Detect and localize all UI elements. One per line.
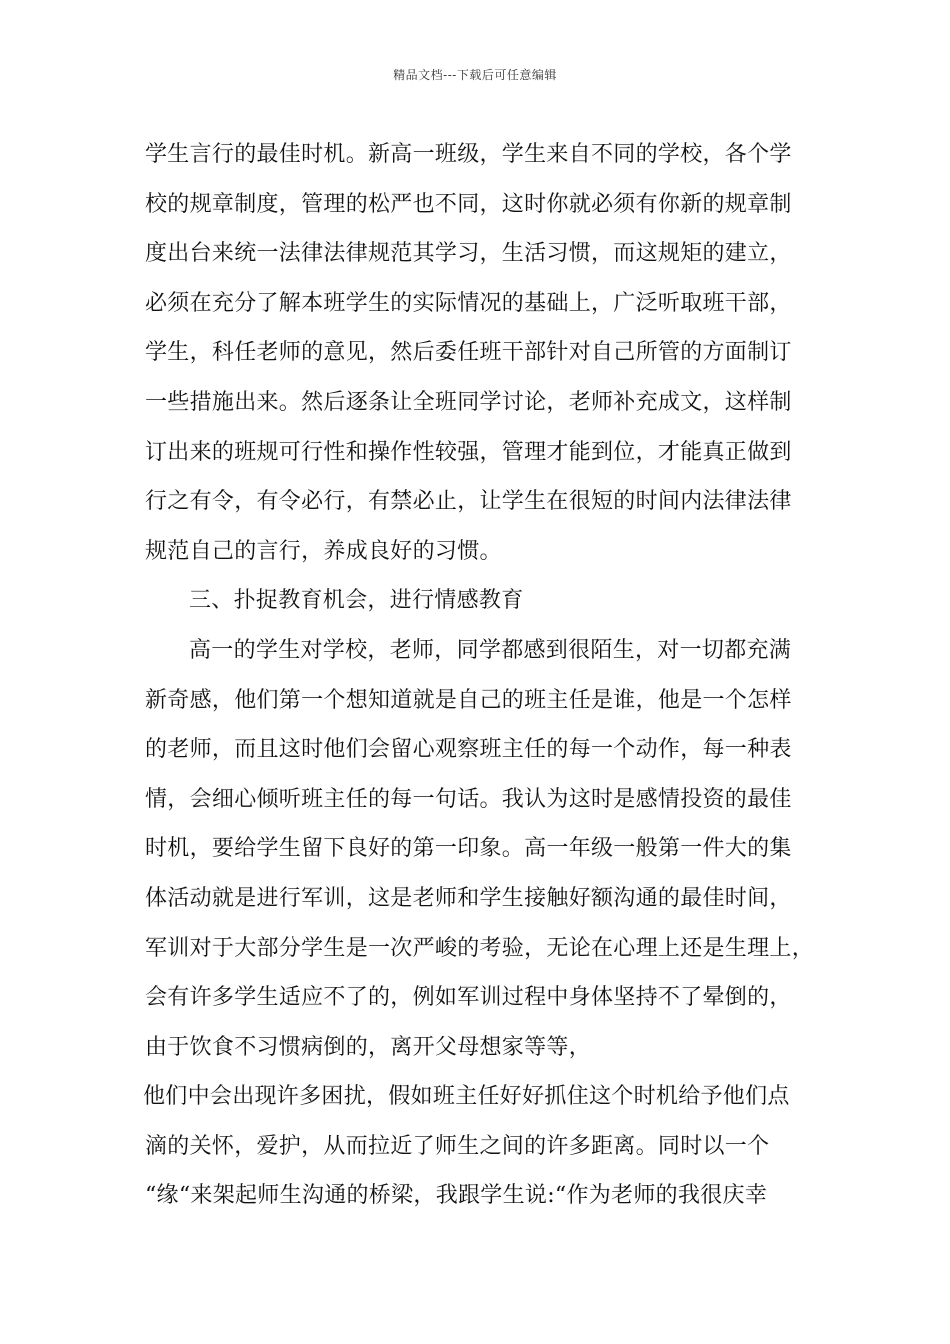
text-line: 新奇感，他们第一个想知道就是自己的班主任是谁，他是一个怎样 [145,687,792,713]
text-line: 校的规章制度，管理的松严也不同，这时你就必须有你新的规章制 [145,191,792,217]
page-header: 精品文档---下载后可任意编辑 [393,68,557,82]
text-line: 的老师，而且这时他们会留心观察班主任的每一个动作，每一种表 [145,737,792,763]
text-line: 情，会细心倾听班主任的每一句话。我认为这时是感情投资的最佳 [145,786,792,812]
text-line: 会有许多学生适应不了的，例如军训过程中身体坚持不了晕倒的， [145,985,792,1011]
text-line: 军训对于大部分学生是一次严峻的考验，无论在心理上还是生理上， [145,935,815,961]
text-line: 一些措施出来。然后逐条让全班同学讨论，老师补充成文，这样制 [145,389,792,415]
text-line: 时机，要给学生留下良好的第一印象。高一年级一般第一件大的集 [145,836,792,862]
section-heading: 三、扑捉教育机会，进行情感教育 [189,588,524,614]
text-line: 行之有令，有令必行，有禁必止，让学生在很短的时间内法律法律 [145,489,792,515]
text-line: 规范自己的言行，养成良好的习惯。 [145,538,502,564]
text-line: 滴的关怀，爱护，从而拉近了师生之间的许多距离。同时以一个 [145,1133,770,1159]
text-line: 体活动就是进行军训，这是老师和学生接触好额沟通的最佳时间， [145,885,792,911]
text-line: 必须在充分了解本班学生的实际情况的基础上，广泛听取班干部， [145,290,792,316]
text-line: 学生言行的最佳时机。新高一班级，学生来自不同的学校，各个学 [145,142,792,167]
text-line: 度出台来统一法律法律规范其学习，生活习惯，而这规矩的建立， [145,241,792,267]
text-line: 他们中会出现许多困扰，假如班主任好好抓住这个时机给予他们点 [143,1084,790,1110]
text-line: “缘“来架起师生沟通的桥梁，我跟学生说:“作为老师的我很庆幸 [145,1183,768,1209]
text-line: 学生，科任老师的意见，然后委任班干部针对自己所管的方面制订 [145,340,792,366]
text-line: 订出来的班规可行性和操作性较强，管理才能到位，才能真正做到 [145,439,792,465]
document-body [145,130,835,1221]
text-line: 由于饮食不习惯病倒的，离开父母想家等等， [145,1034,592,1060]
text-line: 高一的学生对学校，老师，同学都感到很陌生，对一切都充满 [189,637,792,663]
